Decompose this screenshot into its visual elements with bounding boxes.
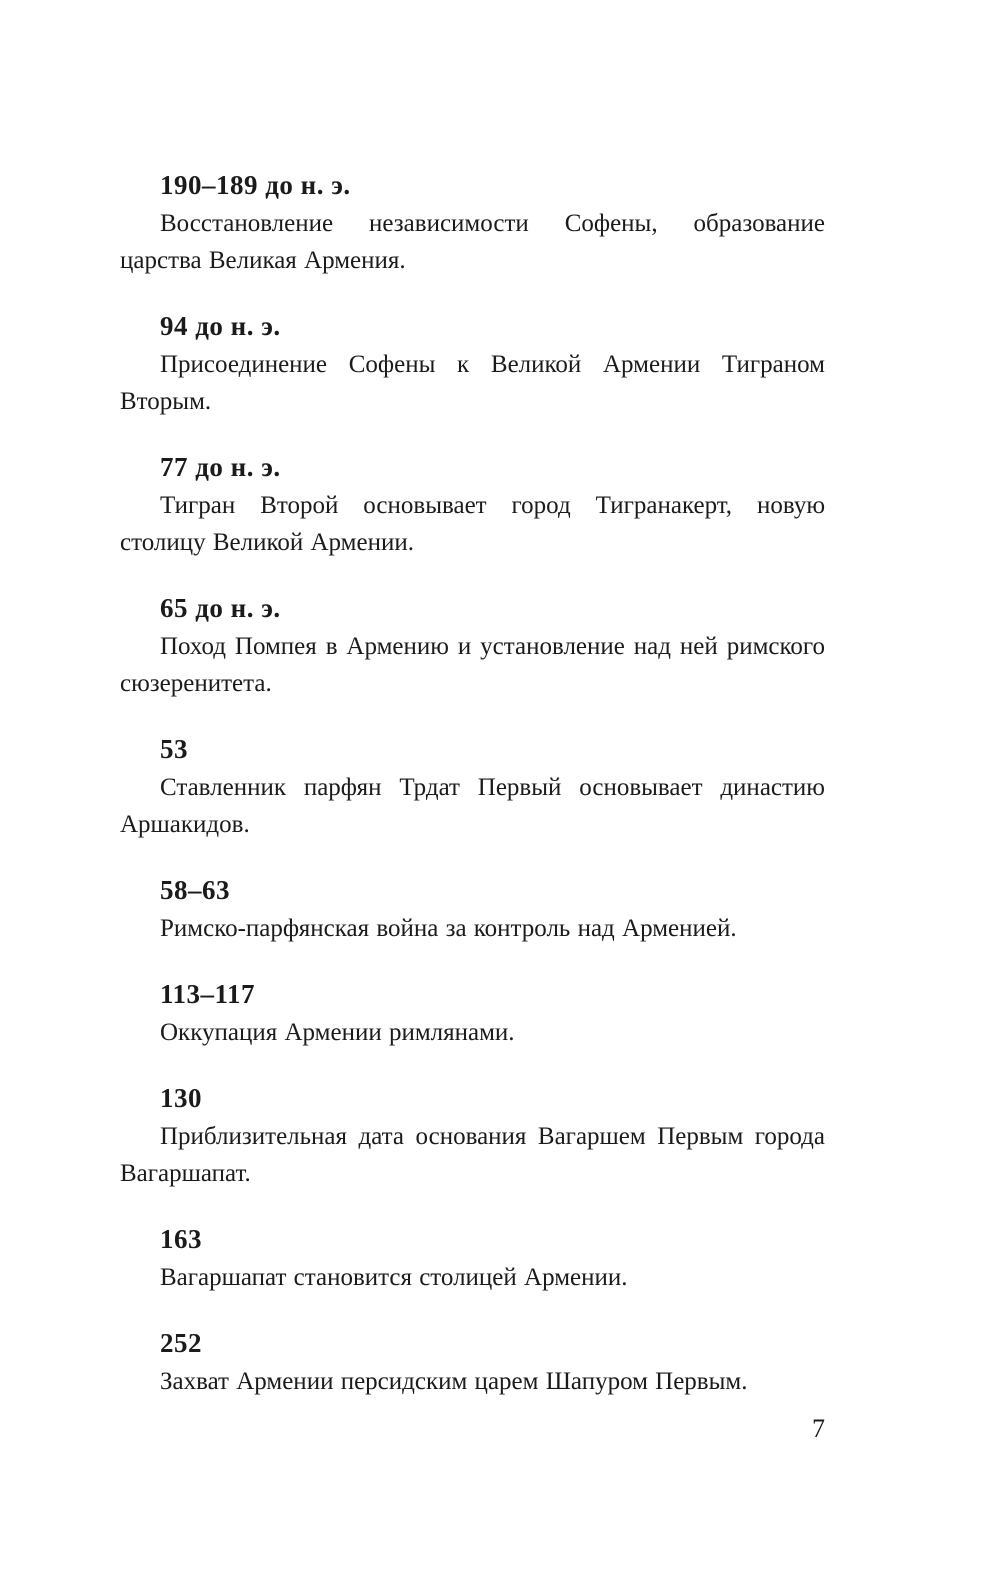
entry-text: Римско-парфянская война за контроль над Арменией.	[160, 915, 737, 942]
entry-text: Поход Помпея в Армению и установление над ней римского сюзеренитета.	[120, 633, 825, 697]
entry-text: Присоединение Софены к Великой Армении Тиграном Вторым.	[120, 351, 825, 415]
entry-date: 190–189 до н. э.	[160, 170, 351, 200]
timeline-entry	[120, 1323, 825, 1400]
entry-text: Захват Армении персидским царем Шапуром Первым.	[160, 1368, 748, 1395]
timeline-entry	[120, 588, 825, 702]
timeline-entry	[120, 447, 825, 561]
timeline-entry	[120, 1078, 825, 1192]
entry-text: Приблизительная дата основания Вагаршем Первым города Вагаршапат.	[120, 1123, 825, 1187]
entry-text: Тигран Второй основывает город Тигранакерт, новую столицу Великой Армении.	[120, 492, 825, 556]
entry-date: 65 до н. э.	[160, 593, 281, 623]
timeline-entry	[120, 165, 825, 279]
entry-text: Ставленник парфян Трдат Первый основывает династию Аршакидов.	[120, 774, 825, 838]
entry-date: 94 до н. э.	[160, 311, 281, 341]
entry-text: Восстановление независимости Софены, образование царства Великая Армения.	[120, 210, 825, 274]
entry-text: Вагаршапат становится столицей Армении.	[160, 1264, 628, 1291]
entry-date: 53	[160, 734, 188, 764]
timeline-entry	[120, 306, 825, 420]
entry-date: 130	[160, 1083, 202, 1113]
timeline-entries	[120, 165, 825, 1400]
page-content	[120, 165, 825, 1427]
page-number: 7	[812, 1414, 825, 1443]
entry-text: Оккупация Армении римлянами.	[160, 1019, 515, 1046]
timeline-entry	[120, 974, 825, 1051]
entry-date: 77 до н. э.	[160, 452, 281, 482]
entry-date: 113–117	[160, 979, 256, 1009]
timeline-entry	[120, 1219, 825, 1296]
entry-date: 58–63	[160, 875, 230, 905]
entry-date: 252	[160, 1328, 202, 1358]
timeline-entry	[120, 870, 825, 947]
timeline-entry	[120, 729, 825, 843]
entry-date: 163	[160, 1224, 202, 1254]
